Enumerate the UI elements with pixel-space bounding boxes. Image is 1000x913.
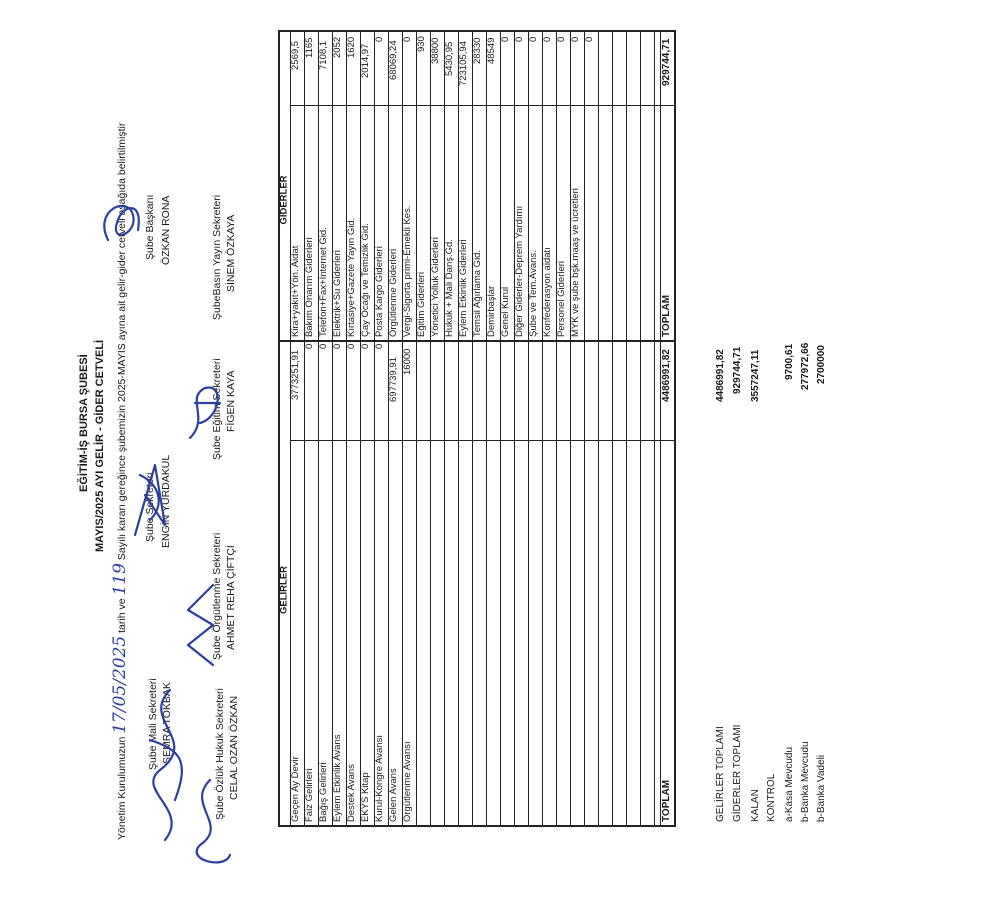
expense-label: MYK ve şube bşk.maaş ve ücretleri <box>570 188 581 337</box>
expense-label: Diğer Giderler-Deprem Yardımı <box>514 205 525 337</box>
expense-value: 0 <box>570 36 581 42</box>
row-line <box>290 30 291 825</box>
table-border-left <box>278 30 280 827</box>
summary-value: 277972,66 <box>800 342 811 390</box>
row-line <box>542 30 543 825</box>
official-name: ENGİN YURDAKUL <box>160 454 172 548</box>
expense-label: Elektrik+Su Giderleri <box>332 250 343 337</box>
row-line <box>416 30 417 825</box>
row-line <box>472 30 473 825</box>
income-total-value: 4486991,82 <box>661 349 672 402</box>
official-name: CELAL OZAN ÖZKAN <box>228 695 240 800</box>
expense-value: 68069,24 <box>388 40 399 80</box>
summary-label: a-Kasa Mevcudu <box>784 746 795 822</box>
row-line <box>388 30 389 825</box>
expense-label: Hukuk + Mali Danş.Gd. <box>444 239 455 337</box>
official-role: Şube Özlük Hukuk Sekreteri <box>214 688 226 820</box>
expense-label: Kira+yakıt+Yön. Aidat <box>290 245 301 337</box>
income-value: 0 <box>304 343 315 349</box>
summary-label: GELİRLER TOPLAMI <box>715 726 726 822</box>
row-line <box>374 30 375 825</box>
signature-baskan <box>88 190 148 250</box>
summary-value: 4486991,82 <box>715 349 726 402</box>
expense-value: 0 <box>542 36 553 42</box>
income-value: 0 <box>332 343 343 349</box>
income-label: Örgütlenme Avansı <box>402 741 413 822</box>
expense-value: 1620 <box>346 36 357 58</box>
row-line <box>444 30 445 825</box>
expense-label: Temsil Ağırlama Gid. <box>472 249 483 337</box>
income-label: Gelen Avans <box>388 768 399 822</box>
income-label: Kurul-Kongre Avansı <box>374 735 385 822</box>
expense-value: 0 <box>584 36 595 42</box>
row-line <box>332 30 333 825</box>
official-role: Şube Örgütlenme Sekreteri <box>211 532 223 660</box>
official-role: Şube Başkanı <box>144 194 156 260</box>
official-role: ŞubeBasın Yayın Sekreteri <box>211 194 223 320</box>
expense-label: Telefon+Fax+İnternet Gid. <box>318 227 329 337</box>
expense-label: Eğitim Giderleri <box>416 272 427 337</box>
official-role: Şube Mali Sekreteri <box>147 678 159 770</box>
row-line <box>660 30 661 825</box>
row-line <box>654 30 655 825</box>
expense-label: Vergi-Sigorta primi-Emekli Kes. <box>402 205 413 337</box>
expense-header: GİDERLER <box>278 175 290 225</box>
row-line <box>570 30 571 825</box>
expense-value: 2569,5 <box>290 40 301 70</box>
income-header: GELİRLER <box>278 565 290 615</box>
row-line <box>346 30 347 825</box>
income-value: 697739,91 <box>388 357 399 402</box>
expense-value: 930 <box>416 36 427 52</box>
expense-label: Bakım Onarım Giderleri <box>304 237 315 337</box>
income-total-label: TOPLAM <box>661 779 672 822</box>
summary-label: GİDERLER TOPLAMI <box>732 724 743 822</box>
summary-value: 2700000 <box>816 345 827 384</box>
signature-sekreter <box>125 455 175 545</box>
income-value: 0 <box>346 343 357 349</box>
row-line <box>584 30 585 825</box>
row-line <box>528 30 529 825</box>
row-line <box>318 30 319 825</box>
intro-pre: Yönetim Kurulumuzun <box>116 736 128 840</box>
income-label: Destek Avans <box>346 764 357 822</box>
expense-label: Konfederasyon aidatı <box>542 247 553 337</box>
income-label: Eylem Etkinlik Avans <box>332 734 343 822</box>
org-name: EĞİTİM-İŞ BURSA ŞUBESİ <box>78 354 90 492</box>
expense-label: Personel Giderleri <box>556 260 567 337</box>
income-label: Bağış Gelirleri <box>318 762 329 822</box>
expense-label: Çay Ocağı ve Temizlik Gid. <box>360 223 371 337</box>
signature-orgutlenme <box>178 580 223 670</box>
row-line <box>360 30 361 825</box>
row-line <box>612 30 613 825</box>
expense-label: Posta Kargo Giderleri <box>374 246 385 337</box>
row-line <box>486 30 487 825</box>
expense-value-divider <box>290 105 674 106</box>
official-role: Şube Sekreteri <box>144 472 156 542</box>
expense-label: Şube ve Tem.Avans. <box>528 250 539 337</box>
income-label: Geçen Ay Devir <box>290 756 301 822</box>
expense-label: Demirbaşlar <box>486 285 497 337</box>
summary-label: b-Banka Mevcudu <box>800 741 811 822</box>
expense-value: 5430,95 <box>444 41 455 76</box>
intro-mid: tarih ve <box>116 598 128 633</box>
income-value: 0 <box>360 343 371 349</box>
row-line <box>598 30 599 825</box>
summary-value: 3557247,11 <box>750 349 761 402</box>
expense-value: 2014,97 <box>360 43 371 78</box>
official-name: SEMRA TOKBAK <box>161 682 173 764</box>
expense-value: 7108,1 <box>318 40 329 70</box>
official-name: AHMET REHA ÇİFTÇİ <box>225 545 237 650</box>
table-section-divider <box>278 340 676 342</box>
expense-value-edge <box>290 30 674 31</box>
summary-label: KALAN <box>750 789 761 822</box>
income-value-divider <box>290 440 674 441</box>
document-title: MAYIS/2025 AYI GELİR - GİDER CETVELİ <box>94 339 106 552</box>
official-name: SİNEM ÖZKAYA <box>225 214 237 292</box>
row-line <box>304 30 305 825</box>
summary-value: 9700,61 <box>784 343 795 380</box>
intro-date: 17/05/2025 <box>110 635 130 734</box>
signature-egitim <box>180 378 230 448</box>
row-line <box>500 30 501 825</box>
official-name: FİGEN KAYA <box>225 370 237 432</box>
row-line <box>458 30 459 825</box>
income-value: 0 <box>374 343 385 349</box>
expense-value: 2052 <box>332 36 343 58</box>
expense-label: Yönetici Yolluk Giderleri <box>430 237 441 337</box>
expense-total-label: TOPLAM <box>661 294 672 337</box>
row-line <box>514 30 515 825</box>
income-label: Faiz Gelirleri <box>304 768 315 822</box>
row-line <box>640 30 641 825</box>
table-border-bottom <box>278 825 676 827</box>
expense-label: Eylem Etkinlik Giderleri <box>458 239 469 337</box>
expense-label: Kırtasiye+Gazete Yayın Gid. <box>346 217 357 337</box>
expense-label: Genel Kurul <box>500 286 511 337</box>
table-border-right <box>674 30 676 827</box>
summary-label: b-Banka Vadeli <box>816 754 827 822</box>
expense-value: 0 <box>500 36 511 42</box>
expense-label: Örgütlenme Giderleri <box>388 248 399 337</box>
income-value: 16000 <box>402 348 413 375</box>
expense-value: 0 <box>402 36 413 42</box>
intro-post: Sayılı kararı gereğince şubemizin 2025-MAYIS ayına ait gelir-gider cetveli aşağıda belirtilmiştir <box>116 122 128 561</box>
row-line <box>430 30 431 825</box>
expense-value: 28330 <box>472 37 483 64</box>
expense-value: 0 <box>556 36 567 42</box>
income-value: 0 <box>318 343 329 349</box>
income-label: EKYS Kitap <box>360 772 371 822</box>
row-line <box>556 30 557 825</box>
expense-value: 0 <box>528 36 539 42</box>
income-value: 3773251,91 <box>290 349 301 400</box>
expense-total-value: 929744,71 <box>661 38 672 86</box>
expense-value: 723105,94 <box>458 41 469 86</box>
row-line <box>402 30 403 825</box>
expense-value: 0 <box>374 36 385 42</box>
signature-hukuk <box>180 775 240 875</box>
summary-label: KONTROL <box>766 773 777 822</box>
expense-value: 48549 <box>486 37 497 64</box>
expense-value: 0 <box>514 36 525 42</box>
summary-value: 929744,71 <box>732 346 743 394</box>
row-line <box>626 30 627 825</box>
official-name: ÖZKAN RONA <box>160 195 172 265</box>
expense-value: 38800 <box>430 37 441 64</box>
official-role: Şube Eğitim Sekreteri <box>211 358 223 460</box>
intro-number: 119 <box>110 563 130 596</box>
expense-value: 1165 <box>304 37 315 58</box>
